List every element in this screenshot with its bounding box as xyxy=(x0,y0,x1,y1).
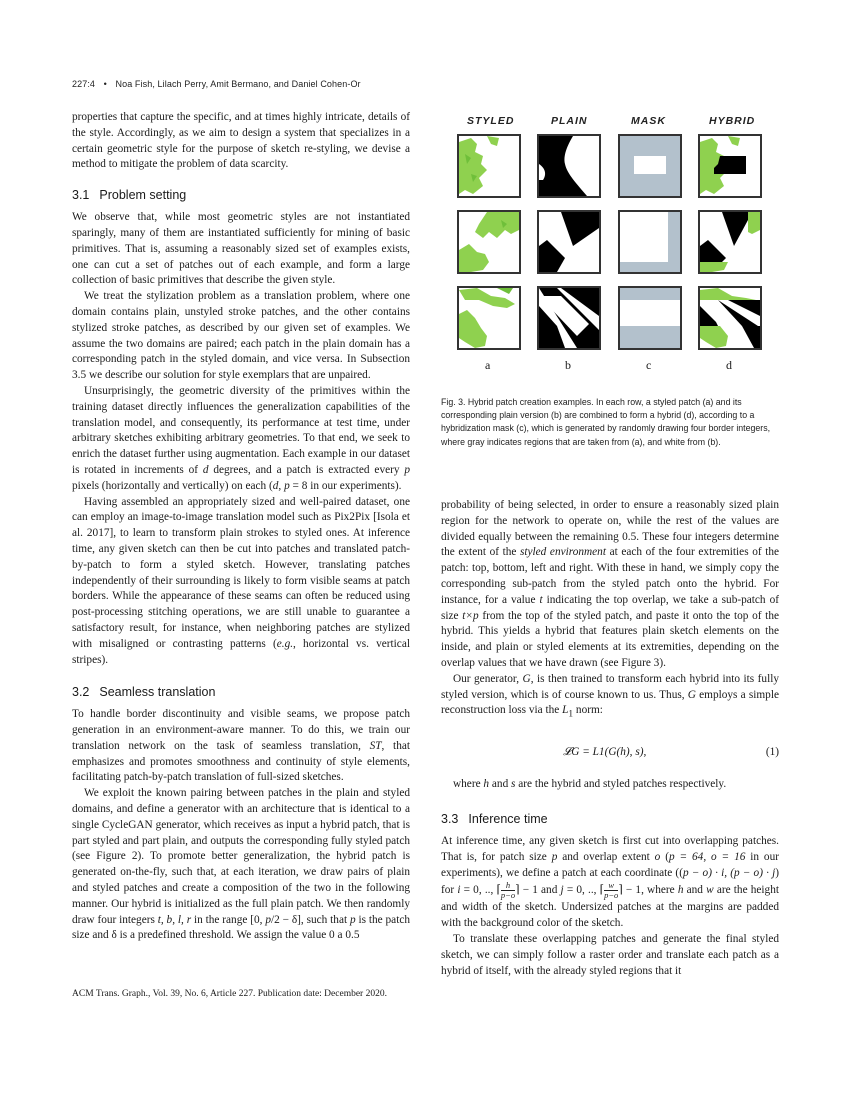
text-run: and xyxy=(683,884,707,897)
section-heading-3-3 xyxy=(441,811,779,827)
text-run: ⌉ − 1, where xyxy=(618,884,678,897)
text-run: where xyxy=(453,778,484,791)
text-run: Unsurprisingly, the geometric diversity of the primitives within the training dataset directly influences the generalization capabilities of the translation model, and consequently, its performance at test time, under arbitrary sketches exhibiting arbitrary geometries. To that end, we seek to enrich the dataset further using augmentation. Each example in our dataset is rotated in increments of xyxy=(72,384,410,476)
section-title: Seamless translation xyxy=(99,685,216,700)
hybrid-patch-row2 xyxy=(698,210,762,274)
text-run: are the hybrid and styled patches respectively. xyxy=(515,778,727,791)
mask-patch-row2 xyxy=(618,210,682,274)
plain-patch-row1 xyxy=(537,134,601,198)
math-var: i xyxy=(457,884,461,897)
math-var: j xyxy=(560,884,564,897)
math-var: L xyxy=(562,704,569,717)
page-number: 227:4 xyxy=(72,79,96,89)
fraction-numerator: h xyxy=(501,881,515,891)
header-bullet: • xyxy=(103,79,107,89)
page-footer: ACM Trans. Graph., Vol. 39, No. 6, Article 227. Publication date: December 2020. xyxy=(72,989,387,999)
text-run: Our generator, xyxy=(453,672,523,685)
paragraph xyxy=(72,786,410,944)
paragraph xyxy=(72,707,410,786)
paragraph: We observe that, while most geometric styles are not instantiated sparingly, many of them are instantiated sufficiently for mining of basic primitives. That is, assuming a reasonably sized set of examples exists, one can cut a set of patches out of each example, and form a large collection of basic primitives that describe the given style. xyxy=(72,211,410,287)
paragraph xyxy=(441,498,779,672)
fig-header-mask: MASK xyxy=(631,115,666,127)
text-run: = 0, .., ⌈ xyxy=(563,884,605,897)
math-var: p xyxy=(404,463,411,476)
math-var: d, p xyxy=(272,479,290,492)
math-var: w xyxy=(706,884,714,897)
math-var: p − o) · i, (p − o) · j xyxy=(682,866,776,879)
text-run: from the top of the styled patch, and paste it onto the top of the hybrid. This yields a hybrid that features plain sketch elements on the inside, and plain or styled elements at its extremities, depending on the overlap values that we have drawn (see Figure 3). xyxy=(441,609,779,669)
math-var: o xyxy=(654,850,661,863)
section-title: Problem setting xyxy=(99,188,187,203)
text-run: We exploit the known pairing between patches in the plain and styled domains, and define a generator with an architecture that is identical to a single CycleGAN generator, which receives as input a hybrid patch, that is part styled and part plain, and outputs the corresponding fully styled patch (see Figure 2). To promote better generalization, the hybrid patch is generated on-the-fly, such that, at each iteration, we draw pairs of plain and styled patches and create a composition of the two in the following manner. Our hybrid is initialized as the full plain patch. We then randomly draw four integers xyxy=(72,787,410,926)
paragraph xyxy=(441,834,779,932)
text-run: is the patch size and δ is a predefined threshold. We assign the value 0 a 0.5 xyxy=(72,913,410,942)
equation-body: 𝓛G = L1(G(h), s), xyxy=(563,746,647,759)
figure-3 xyxy=(441,110,779,385)
text-run: ⌉ − 1 and xyxy=(515,884,561,897)
section-heading-3-1 xyxy=(72,187,410,203)
math-var: ST xyxy=(369,739,382,752)
text-italic: e.g. xyxy=(276,637,294,650)
math-var: p = 64, o = 16 xyxy=(668,850,746,863)
math-var: h xyxy=(483,778,490,791)
math-var: t, b, l, r xyxy=(157,913,192,926)
right-column xyxy=(441,498,779,979)
fig-header-hybrid: HYBRID xyxy=(709,115,756,127)
fig-label-b: b xyxy=(565,358,571,372)
styled-patch-row3 xyxy=(457,286,521,350)
math-var: p xyxy=(551,850,558,863)
text-run: , horizontal vs. vertical stripes). xyxy=(72,637,410,666)
hybrid-patch-row1 xyxy=(698,134,762,198)
fraction-h xyxy=(501,881,515,900)
section-title: Inference time xyxy=(468,812,548,826)
paragraph xyxy=(72,384,410,495)
math-var: G xyxy=(687,688,696,701)
math-var: h xyxy=(677,884,684,897)
paragraph xyxy=(441,672,779,724)
fraction-w xyxy=(604,881,618,900)
text-run: employs a simple reconstruction loss via the xyxy=(441,688,779,717)
fig-header-styled: STYLED xyxy=(467,115,515,127)
section-number: 3.2 xyxy=(72,685,90,700)
fig-label-a: a xyxy=(485,358,491,372)
text-run: probability of being selected, in order to ensure a reasonably sized plain region for the network to operate on, while the rest of the values are divided equally between the remaining 0.5. These four integers determine the extent of the xyxy=(441,499,779,559)
text-run: and xyxy=(489,778,512,791)
running-header xyxy=(72,79,361,89)
plain-patch-row3 xyxy=(537,286,601,350)
fig-label-d: d xyxy=(726,358,732,372)
math-var: t×p xyxy=(462,609,479,622)
text-run: are the height and width of the sketch. Undersized patches at the margins are padded with the background color of the sketch. xyxy=(441,884,779,930)
math-var: G xyxy=(522,672,531,685)
fig-label-c: c xyxy=(646,358,652,372)
styled-patch-row2 xyxy=(457,210,521,274)
figure-caption: Fig. 3. Hybrid patch creation examples. In each row, a styled patch (a) and its corresponding plain version (b) are combined to form a hybrid (d), according to a hybridization mask (c), which is generated by randomly drawing four border integers, where gray indicates regions that are taken from (a), and white from (b). xyxy=(441,397,771,447)
text-run: in the range [0, xyxy=(191,913,266,926)
text-run: To handle border discontinuity and visible seams, we propose patch generation in an environment-aware manner. To do this, we train our translation network on the task of seamless translation, xyxy=(72,708,410,752)
text-run: degrees, and a patch is extracted every xyxy=(208,463,405,476)
fraction-numerator: w xyxy=(604,881,618,891)
paragraph xyxy=(72,495,410,669)
header-authors: Noa Fish, Lilach Perry, Amit Bermano, and Daniel Cohen-Or xyxy=(115,79,361,89)
text-run: pixels (horizontally and vertically) on each ( xyxy=(72,479,273,492)
text-run: , is then trained to transform each hybrid into its fully styled version, which is of course known to us. Thus, xyxy=(441,672,779,701)
plain-patch-row2 xyxy=(537,210,601,274)
text-run: At inference time, any given sketch is first cut into overlapping patches. That is, for patch size xyxy=(441,835,779,863)
fraction-denominator: p−o xyxy=(500,890,516,901)
left-column xyxy=(72,110,410,944)
text-run: at each of the four extremities of the patch: top, bottom, left and right. With these in hand, we simply copy the corresponding sub-patch from the styled patch onto the hybrid. For instance, for a value xyxy=(441,546,779,606)
section-heading-3-2 xyxy=(72,684,410,700)
text-run: ) for xyxy=(441,866,780,897)
paragraph: properties that capture the specific, and at times highly intricate, details of the style. Accordingly, as we aim to design a system that specializes in a certain geometric style for the purpose of sketch re-styling, we devise a method to mitigate the problem of data scarcity. xyxy=(72,111,410,171)
math-var: p xyxy=(349,913,356,926)
text-run: in our experiments), we define a patch at each coordinate (( xyxy=(441,850,779,879)
equation-number: (1) xyxy=(765,746,779,759)
section-number: 3.3 xyxy=(441,812,459,826)
section-number: 3.1 xyxy=(72,188,90,203)
text-run: /2 − δ], such that xyxy=(270,913,350,926)
text-run: Having assembled an appropriately sized and well-paired dataset, one can employ an image-to-image translation model such as Pix2Pix [Isola et al. 2017], to learn to transform plain strokes to styled ones. At inference time, any given sketch can then be cut into patches and translated patch-by-patch to form a styled sketch. However, translating patches independently of their surrounding is likely to form visible seams at patch borders. While the appearance of these seams can often be reduced using post-processing stitching operations, we are still unable to guarantee a satisfactory result, for instance, when neighboring patches are stylized with misaligned or contrasting patterns ( xyxy=(72,495,410,650)
equation-1 xyxy=(441,745,779,761)
text-run: and overlap extent xyxy=(557,850,655,863)
text-run: indicating the top overlap, we take a sub-patch of size xyxy=(441,593,779,622)
text-italic: styled environment xyxy=(519,546,606,559)
math-var: d xyxy=(202,463,209,476)
text-run: , that emphasizes and promotes smoothness and continuity of style elements, facilitating patch-by-patch translation of full-sized sketches. xyxy=(72,739,411,784)
paragraph: We treat the stylization problem as a translation problem, where one domain contains plain, unstyled stroke patches, and the other contains stylized stroke patches, as described by our given set of examples. We assume the two domains are paired; each patch in the plain domain has a corresponding patch in the styled domain, and vice versa. In Subsection 3.5 we describe our solution for style exemplars that are unpaired. xyxy=(72,290,410,382)
math-subscript: 1 xyxy=(568,709,574,720)
text-run: = 8 in our experiments). xyxy=(289,479,402,492)
mask-patch-row3 xyxy=(618,286,682,350)
math-var: p xyxy=(265,913,271,926)
text-run: norm: xyxy=(573,704,603,717)
text-run: ( xyxy=(660,850,669,863)
fraction-denominator: p−o xyxy=(604,890,619,901)
fig-header-plain: PLAIN xyxy=(551,115,588,127)
mask-patch-row1 xyxy=(618,134,682,198)
text-run: = 0, .., ⌈ xyxy=(460,884,501,897)
math-var: s xyxy=(511,778,516,791)
styled-patch-row1 xyxy=(457,134,521,198)
paragraph: To translate these overlapping patches and generate the final styled sketch, we can simply follow a raster order and translate each patch as a hybrid of itself, with the already styled regions that it xyxy=(441,932,779,977)
paragraph xyxy=(441,777,779,793)
hybrid-patch-row3 xyxy=(698,286,762,350)
math-var: t xyxy=(539,593,543,606)
